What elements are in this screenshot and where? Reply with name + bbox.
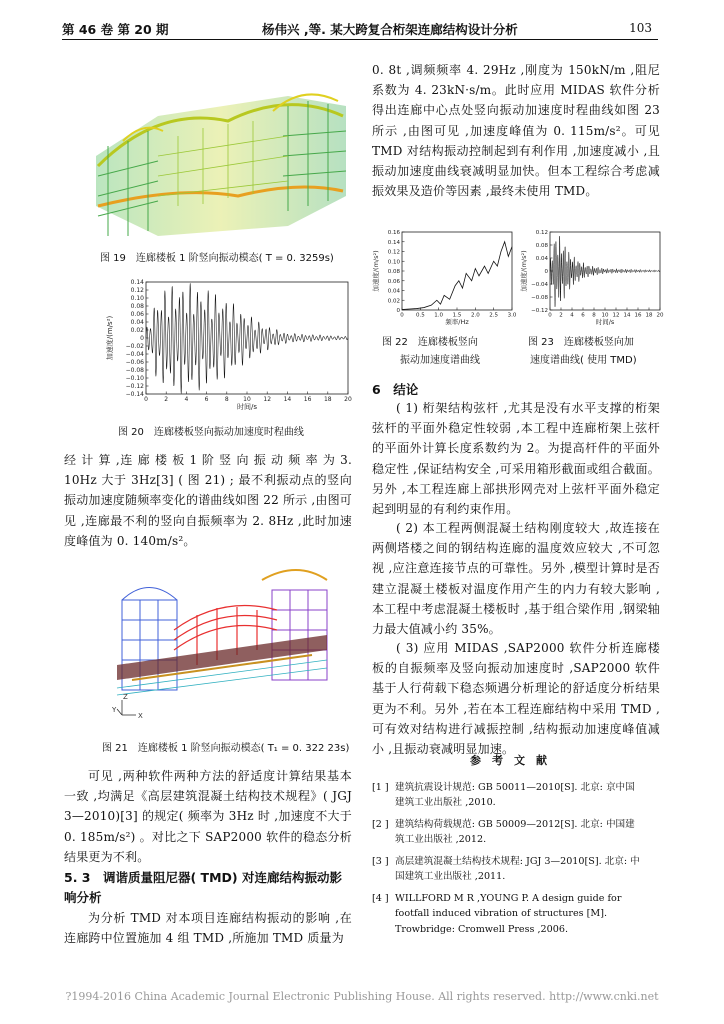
- x-tick-label: 8: [592, 312, 596, 319]
- y-tick-label: 0.08: [535, 243, 548, 249]
- x-tick-label: 4: [184, 396, 189, 403]
- x-tick-label: 0: [144, 396, 148, 403]
- x-tick-label: 14: [623, 312, 631, 319]
- x-tick-label: 0.5: [415, 312, 425, 319]
- x-tick-label: 2: [559, 312, 563, 319]
- y-tick-label: −0.04: [531, 282, 548, 288]
- reference-text: 高层建筑混凝土结构技术规程: JGJ 3—2010[S]. 北京: 中国建筑工业出版社 ,2011.: [395, 856, 640, 883]
- y-tick-label: 0.04: [535, 256, 548, 262]
- y-tick-label: 0.12: [535, 230, 548, 236]
- x-axis-label: 频率/Hz: [445, 318, 469, 326]
- x-tick-label: 2.5: [489, 312, 499, 319]
- fig19-structure-model: [88, 86, 354, 246]
- x-tick-label: 16: [303, 396, 312, 403]
- fig20-chart: [88, 278, 356, 418]
- reference-number: [2 ]: [372, 819, 389, 830]
- y-axis-label: 加速度/(m/s²): [372, 250, 380, 292]
- fig23-caption-line2: 速度谱曲线( 使用 TMD): [530, 355, 637, 366]
- reference-item: [372, 817, 660, 849]
- fig22-caption-line2: 振动加速度谱曲线: [400, 355, 480, 366]
- y-tick-label: −0.14: [125, 391, 144, 398]
- fig22-chart: [372, 228, 518, 328]
- x-tick-label: 10: [601, 312, 609, 319]
- fig23-chart: [520, 228, 666, 328]
- x-tick-label: 14: [283, 396, 292, 403]
- fig19-caption: 图 19 连廊楼板 1 阶竖向振动模态( T = 0. 3259s): [100, 253, 334, 264]
- series-line: [146, 283, 348, 393]
- y-tick-label: 0.10: [130, 295, 144, 302]
- page-header: [62, 12, 658, 40]
- reference-item: [372, 891, 660, 939]
- y-tick-label: −0.02: [125, 343, 144, 350]
- x-tick-label: 18: [645, 312, 653, 319]
- reference-text: 建筑抗震设计规范: GB 50011—2010[S]. 北京: 京中国建筑工业出版社 ,2010.: [395, 782, 635, 809]
- body-paragraph-left-2: 可见 ,两种软件两种方法的舒适度计算结果基本一致 ,均满足《高层建筑混凝土结构技术规程》( JGJ 3—2010)[3] 的规定( 频率为 3Hz 时 ,加速度不大于 0. 185m/s²) 。对比之下 SAP2000 软件的稳态分析结果更为不利。: [64, 769, 352, 864]
- y-tick-label: 0.02: [130, 327, 144, 334]
- y-tick-label: 0.04: [387, 288, 400, 295]
- y-tick-label: −0.08: [125, 367, 144, 374]
- x-tick-label: 16: [634, 312, 642, 319]
- y-tick-label: 0.06: [387, 278, 400, 285]
- y-tick-label: −0.12: [531, 308, 548, 314]
- series-line: [402, 242, 512, 310]
- y-tick-label: 0.14: [387, 239, 400, 246]
- x-axis-label: 时间/s: [236, 403, 258, 411]
- x-tick-label: 6: [204, 396, 209, 403]
- reference-text: 建筑结构荷载规范: GB 50009—2012[S]. 北京: 中国建筑工业出版社 ,2012.: [395, 819, 635, 846]
- y-tick-label: 0.16: [387, 230, 400, 236]
- y-tick-label: 0: [396, 308, 400, 314]
- body-paragraph-left-1: 经 计 算 ,连 廊 楼 板 1 阶 竖 向 振 动 频 率 为 3. 10Hz 大于 3Hz[3] ( 图 21) ; 最不利振动点的竖向振动加速度随频率变化的谱曲线如图 22 所示 ,由图可见 ,连廊最不利的竖向自振频率为 2. 8Hz ,此时加速度峰值为 0. 140m/s²。: [64, 453, 352, 548]
- y-tick-label: 0.14: [130, 279, 144, 286]
- fig20-caption: 图 20 连廊楼板竖向振动加速度时程曲线: [118, 427, 304, 438]
- axis-y-label: Y: [112, 706, 117, 714]
- y-tick-label: −0.06: [125, 359, 144, 366]
- x-tick-label: 1.5: [452, 312, 462, 319]
- y-tick-label: 0: [544, 269, 548, 275]
- conclusion-2: ( 2) 本工程两侧混凝土结构刚度较大 ,故连接在两侧塔楼之间的钢结构连廊的温度效应较大 ,不可忽视 ,应注意连接节点的可靠性。另外 ,模型计算时是否建立混凝土楼板对温度作用产生的内力有较大影响 ,本工程中考虑混凝土楼板时 ,基于组合梁作用 ,钢梁轴力最大值减小约 35%。: [372, 521, 660, 637]
- conclusion-3: ( 3) 应用 MIDAS ,SAP2000 软件分析连廊楼板的自振频率及竖向振动加速度时 ,SAP2000 软件基于人行荷载下稳态频遇分析理论的舒适度分析结果更为不利。另外 ,若在本工程连廊结构中采用 TMD ,可有效对结构进行减振控制 ,结构振动加速度峰值减小 ,且振动衰减明显加速。: [372, 641, 660, 757]
- fig21-structure-model: [112, 560, 334, 720]
- x-tick-label: 0: [548, 312, 552, 319]
- y-tick-label: −0.04: [125, 351, 144, 358]
- x-tick-label: 2: [164, 396, 169, 403]
- y-axis-label: 加速度/(m/s²): [106, 315, 114, 361]
- y-tick-label: −0.10: [125, 375, 144, 382]
- fig21-caption: 图 21 连廊楼板 1 阶竖向振动模态( T₁ = 0. 322 23s): [102, 743, 350, 754]
- fig22-caption-line1: 图 22 连廊楼板竖向: [382, 337, 478, 348]
- reference-number: [1 ]: [372, 782, 389, 793]
- x-tick-label: 4: [570, 312, 574, 319]
- x-tick-label: 12: [612, 312, 620, 319]
- body-paragraph-left-3: 为分析 TMD 对本项目连廊结构振动的影响 ,在连廊跨中位置施加 4 组 TMD ,所施加 TMD 质量为: [64, 911, 352, 946]
- reference-item: [372, 780, 660, 812]
- reference-number: [4 ]: [372, 893, 389, 904]
- x-tick-label: 18: [323, 396, 332, 403]
- y-tick-label: 0.08: [130, 303, 144, 310]
- copyright-footer: ?1994-2016 China Academic Journal Electronic Publishing House. All rights reserved. http://www.cnki.net: [65, 990, 659, 1003]
- section-6-heading: 6 结论: [372, 382, 419, 397]
- y-tick-label: 0: [140, 335, 144, 342]
- conclusion-1: ( 1) 桁架结构弦杆 ,尤其是没有水平支撑的桁架弦杆的平面外稳定性较弱 ,本工程中连廊桁架上弦杆的平面外计算长度系数约为 2。为提高杆件的平面外稳定性 ,保证结构安全 ,可采用箱形截面或组合截面。另外 ,本工程连廊上部拱形网壳对上弦杆平面外稳定起到明显的有利约束作用。: [372, 401, 660, 517]
- y-tick-label: 0.12: [387, 249, 400, 256]
- x-tick-label: 3.0: [507, 312, 517, 319]
- fig23-caption-line1: 图 23 连廊楼板竖向加: [528, 337, 634, 348]
- x-tick-label: 20: [656, 312, 664, 319]
- axis-z-label: Z: [123, 693, 128, 701]
- x-tick-label: 6: [581, 312, 585, 319]
- reference-item: [372, 854, 660, 886]
- section-5-3-heading: 5. 3 调谐质量阻尼器( TMD) 对连廊结构振动影响分析: [64, 870, 342, 905]
- x-tick-label: 1.0: [434, 312, 444, 319]
- page-number: 103: [629, 21, 652, 35]
- y-tick-label: 0.02: [387, 298, 400, 305]
- reference-number: [3 ]: [372, 856, 389, 867]
- y-tick-label: 0.10: [387, 259, 400, 266]
- y-axis-label: 加速度/(m/s²): [520, 250, 528, 292]
- x-tick-label: 10: [243, 396, 251, 403]
- reference-text: WILLFORD M R ,YOUNG P. A design guide for footfall induced vibration of structures [M]. Trowbridge: Cromwell Press ,2006.: [395, 893, 622, 935]
- y-tick-label: −0.08: [531, 295, 548, 301]
- x-tick-label: 2.0: [470, 312, 480, 319]
- x-tick-label: 0: [400, 312, 404, 319]
- x-tick-label: 8: [224, 396, 229, 403]
- series-line: [550, 236, 660, 307]
- x-tick-label: 20: [344, 396, 352, 403]
- references-heading: 参 考 文 献: [470, 754, 547, 767]
- y-tick-label: −0.12: [125, 383, 144, 390]
- y-tick-label: 0.08: [387, 269, 400, 275]
- running-title: 杨伟兴 ,等. 某大跨复合桁架连廊结构设计分析: [262, 22, 518, 37]
- plot-frame: [402, 232, 512, 310]
- x-axis-label: 时间/s: [595, 318, 615, 326]
- y-tick-label: 0.12: [130, 287, 144, 294]
- journal-volume: 第 46 卷 第 20 期: [62, 22, 169, 37]
- body-paragraph-right-1: 0. 8t ,调频频率 4. 29Hz ,刚度为 150kN/m ,阻尼系数为 4. 23kN·s/m。此时应用 MIDAS 软件分析得出连廊中心点处竖向振动加速度时程曲线如图 23 所示 ,由图可见 ,加速度峰值为 0. 115m/s²。可见 TMD 对结构振动控制起到有利作用 ,加速度减小 ,且振动加速度曲线衰减明显加快。但本工程综合考虑减振效果及造价等因素 ,最终未使用 TMD。: [372, 63, 660, 199]
- y-tick-label: 0.06: [130, 311, 144, 318]
- y-tick-label: 0.04: [130, 319, 144, 326]
- axis-x-label: X: [138, 712, 143, 720]
- x-tick-label: 12: [263, 396, 272, 403]
